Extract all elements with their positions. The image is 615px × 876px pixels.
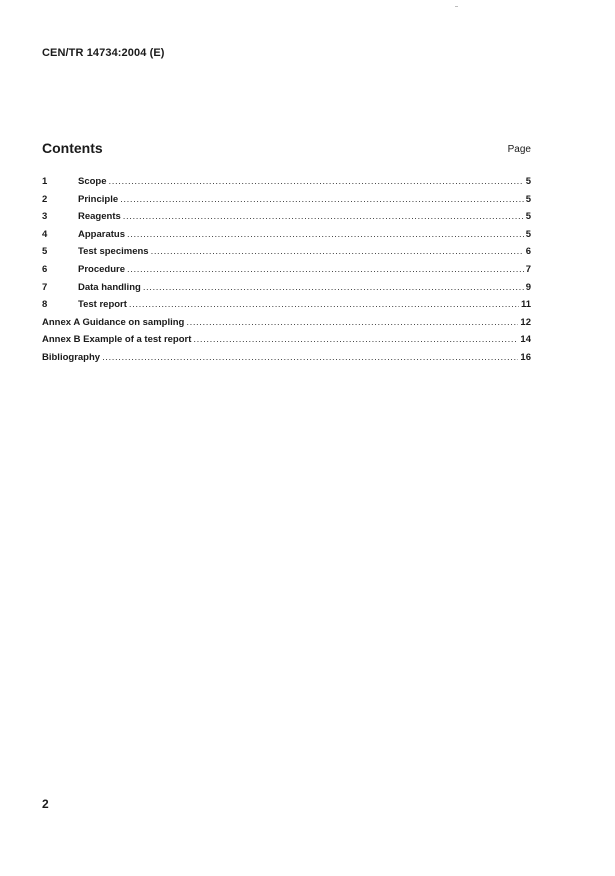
toc-entry-page: 5 (525, 228, 531, 240)
dot-leader (120, 194, 524, 205)
toc-entry-number: 3 (42, 211, 48, 223)
dot-leader (193, 334, 518, 345)
toc-entry-page: 12 (520, 316, 531, 328)
toc-entry-page: 11 (520, 299, 531, 311)
toc-entry-number: 8 (42, 299, 48, 311)
toc-entry-bibliography[interactable] (42, 352, 531, 370)
toc-entry-page: 16 (520, 351, 531, 363)
toc-entry-title: Data handling (78, 281, 141, 293)
toc-entry-page: 14 (520, 334, 531, 346)
dot-leader (109, 176, 524, 187)
document-identifier: CEN/TR 14734:2004 (E) (42, 47, 165, 59)
toc-entry-title: Bibliography (42, 351, 101, 363)
toc-entry-page: 6 (525, 246, 531, 258)
contents-title: Contents (42, 140, 103, 156)
toc-entry-procedure[interactable] (42, 264, 531, 282)
toc-entry-number: 1 (42, 176, 48, 187)
toc-entry-page: 9 (525, 281, 531, 293)
dot-leader (102, 352, 518, 363)
toc-entry-annex-a[interactable] (42, 317, 531, 335)
dot-leader (127, 229, 524, 240)
page-number: 2 (42, 797, 49, 811)
toc-entry-reagents[interactable] (42, 211, 531, 229)
toc-entry-number: 2 (42, 193, 48, 205)
toc-entry-number: 7 (42, 281, 48, 293)
contents-header (42, 140, 531, 160)
toc-entry-apparatus[interactable] (42, 229, 531, 247)
dot-leader (129, 299, 519, 310)
toc-entry-title: Test specimens (78, 246, 149, 258)
toc-entry-number: 4 (42, 228, 48, 240)
toc-entry-title: Annex A Guidance on sampling (42, 316, 185, 328)
page-column-label: Page (507, 144, 531, 155)
toc-entry-title: Reagents (78, 211, 121, 223)
toc-entry-test-specimens[interactable] (42, 246, 531, 264)
dot-leader (143, 282, 524, 293)
toc-entry-title: Test report (78, 299, 127, 311)
toc-entry-data-handling[interactable] (42, 282, 531, 300)
toc-entry-test-report[interactable] (42, 299, 531, 317)
toc-entry-scope[interactable] (42, 176, 531, 194)
dot-leader (127, 264, 524, 275)
dot-leader (151, 246, 524, 257)
toc-entry-page: 5 (525, 211, 531, 223)
scan-speck (455, 6, 458, 7)
dot-leader (123, 211, 524, 222)
toc-entry-page: 5 (525, 176, 531, 187)
toc-entry-annex-b[interactable] (42, 334, 531, 352)
toc-entry-title: Procedure (78, 263, 125, 275)
toc-entry-principle[interactable] (42, 194, 531, 212)
toc-entry-title: Scope (78, 176, 107, 187)
toc-entry-page: 5 (525, 193, 531, 205)
toc-entry-title: Annex B Example of a test report (42, 334, 192, 346)
dot-leader (186, 317, 518, 328)
toc-entry-number: 6 (42, 263, 48, 275)
toc-entry-number: 5 (42, 246, 48, 258)
toc-entry-page: 7 (525, 263, 531, 275)
table-of-contents (42, 176, 531, 370)
toc-entry-title: Principle (78, 193, 119, 205)
toc-entry-title: Apparatus (78, 228, 125, 240)
